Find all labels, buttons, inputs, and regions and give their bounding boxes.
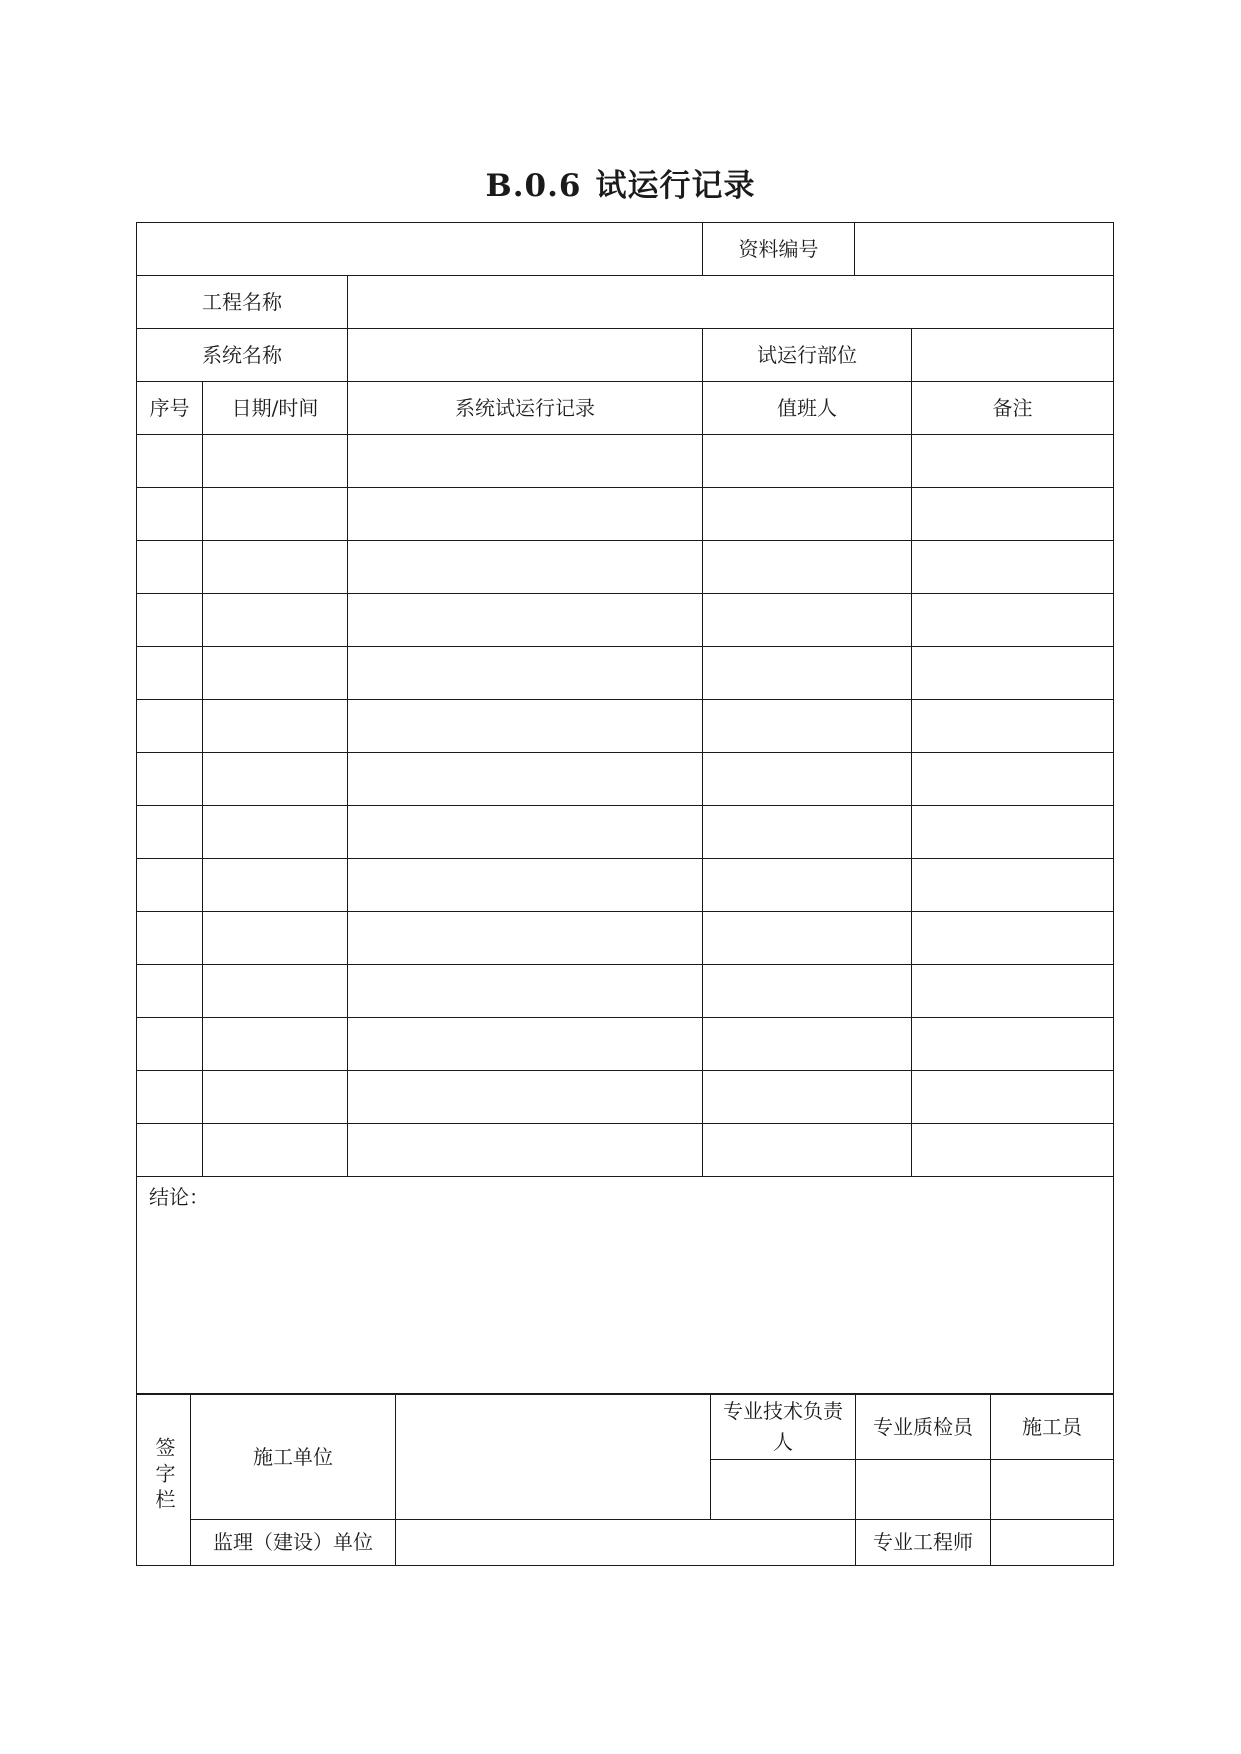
remarks-cell[interactable] <box>912 488 1114 541</box>
table-row <box>137 1124 1114 1177</box>
datetime-cell[interactable] <box>203 806 348 859</box>
duty-cell[interactable] <box>703 1018 912 1071</box>
duty-cell[interactable] <box>703 488 912 541</box>
contractor-label: 施工单位 <box>191 1395 396 1520</box>
record-cell[interactable] <box>348 1071 703 1124</box>
datetime-cell[interactable] <box>203 435 348 488</box>
worker-sign-field[interactable] <box>991 1460 1114 1520</box>
column-header-row <box>137 382 1114 435</box>
col-header-duty: 值班人 <box>703 382 912 435</box>
table-row <box>137 700 1114 753</box>
seq-cell[interactable] <box>137 1071 203 1124</box>
remarks-cell[interactable] <box>912 965 1114 1018</box>
datetime-cell[interactable] <box>203 1071 348 1124</box>
data-no-label: 资料编号 <box>703 223 855 276</box>
trial-part-label: 试运行部位 <box>703 329 912 382</box>
remarks-cell[interactable] <box>912 1124 1114 1177</box>
duty-cell[interactable] <box>703 753 912 806</box>
data-no-field[interactable] <box>855 223 1114 276</box>
table-row <box>137 912 1114 965</box>
table-row <box>137 753 1114 806</box>
table-row <box>137 541 1114 594</box>
record-cell[interactable] <box>348 806 703 859</box>
seq-cell[interactable] <box>137 753 203 806</box>
duty-cell[interactable] <box>703 1124 912 1177</box>
table-row <box>137 488 1114 541</box>
col-header-datetime: 日期/时间 <box>203 382 348 435</box>
system-name-row <box>137 329 1114 382</box>
remarks-cell[interactable] <box>912 912 1114 965</box>
project-name-label: 工程名称 <box>137 276 348 329</box>
col-header-remarks: 备注 <box>912 382 1114 435</box>
seq-cell[interactable] <box>137 965 203 1018</box>
data-no-row <box>137 223 1114 276</box>
seq-cell[interactable] <box>137 594 203 647</box>
trial-run-record-table <box>136 222 1114 1394</box>
table-row <box>137 806 1114 859</box>
record-cell[interactable] <box>348 541 703 594</box>
seq-cell[interactable] <box>137 1124 203 1177</box>
record-cell[interactable] <box>348 1124 703 1177</box>
remarks-cell[interactable] <box>912 1018 1114 1071</box>
remarks-cell[interactable] <box>912 700 1114 753</box>
conclusion-row <box>137 1177 1114 1394</box>
record-cell[interactable] <box>348 700 703 753</box>
seq-cell[interactable] <box>137 488 203 541</box>
datetime-cell[interactable] <box>203 753 348 806</box>
trial-part-field[interactable] <box>912 329 1114 382</box>
datetime-cell[interactable] <box>203 1124 348 1177</box>
seq-cell[interactable] <box>137 647 203 700</box>
duty-cell[interactable] <box>703 594 912 647</box>
record-cell[interactable] <box>348 859 703 912</box>
remarks-cell[interactable] <box>912 1071 1114 1124</box>
system-name-field[interactable] <box>348 329 703 382</box>
worker-label: 施工员 <box>991 1395 1114 1460</box>
supervisor-field[interactable] <box>396 1520 856 1566</box>
duty-cell[interactable] <box>703 700 912 753</box>
record-cell[interactable] <box>348 594 703 647</box>
datetime-cell[interactable] <box>203 541 348 594</box>
record-cell[interactable] <box>348 965 703 1018</box>
duty-cell[interactable] <box>703 806 912 859</box>
col-header-record: 系统试运行记录 <box>348 382 703 435</box>
seq-cell[interactable] <box>137 806 203 859</box>
datetime-cell[interactable] <box>203 859 348 912</box>
remarks-cell[interactable] <box>912 541 1114 594</box>
remarks-cell[interactable] <box>912 647 1114 700</box>
table-row <box>137 435 1114 488</box>
conclusion-label: 结论： <box>149 1185 209 1209</box>
form-name: 试运行记录 <box>595 168 756 204</box>
project-name-row <box>137 276 1114 329</box>
engineer-sign-field[interactable] <box>991 1520 1114 1566</box>
tech-lead-sign-field[interactable] <box>711 1460 856 1520</box>
seq-cell[interactable] <box>137 912 203 965</box>
remarks-cell[interactable] <box>912 806 1114 859</box>
blank-header-cell <box>137 223 703 276</box>
qc-sign-field[interactable] <box>856 1460 991 1520</box>
system-name-label: 系统名称 <box>137 329 348 382</box>
tech-lead-label: 专业技术负责人 <box>711 1395 856 1460</box>
duty-cell[interactable] <box>703 912 912 965</box>
duty-cell[interactable] <box>703 859 912 912</box>
col-header-seq: 序号 <box>137 382 203 435</box>
datetime-cell[interactable] <box>203 1018 348 1071</box>
datetime-cell[interactable] <box>203 700 348 753</box>
record-cell[interactable] <box>348 1018 703 1071</box>
seq-cell[interactable] <box>137 541 203 594</box>
remarks-cell[interactable] <box>912 753 1114 806</box>
duty-cell[interactable] <box>703 1071 912 1124</box>
duty-cell[interactable] <box>703 541 912 594</box>
seq-cell[interactable] <box>137 700 203 753</box>
qc-label: 专业质检员 <box>856 1395 991 1460</box>
datetime-cell[interactable] <box>203 647 348 700</box>
supervisor-label: 监理（建设）单位 <box>191 1520 396 1566</box>
datetime-cell[interactable] <box>203 594 348 647</box>
table-row <box>137 647 1114 700</box>
duty-cell[interactable] <box>703 647 912 700</box>
project-name-field[interactable] <box>348 276 1114 329</box>
form-code: B.0.6 <box>485 168 582 204</box>
record-cell[interactable] <box>348 753 703 806</box>
table-row <box>137 1071 1114 1124</box>
seq-cell[interactable] <box>137 435 203 488</box>
table-row <box>137 1018 1114 1071</box>
contractor-field[interactable] <box>396 1395 711 1520</box>
duty-cell[interactable] <box>703 435 912 488</box>
record-cell[interactable] <box>348 488 703 541</box>
signature-row-1 <box>137 1395 1114 1460</box>
engineer-label: 专业工程师 <box>856 1520 991 1566</box>
datetime-cell[interactable] <box>203 912 348 965</box>
page-title <box>0 160 1241 205</box>
record-cell[interactable] <box>348 912 703 965</box>
remarks-cell[interactable] <box>912 435 1114 488</box>
remarks-cell[interactable] <box>912 859 1114 912</box>
seq-cell[interactable] <box>137 1018 203 1071</box>
signature-row-3 <box>137 1520 1114 1566</box>
datetime-cell[interactable] <box>203 965 348 1018</box>
duty-cell[interactable] <box>703 965 912 1018</box>
table-row <box>137 594 1114 647</box>
signature-section-label: 签字栏 <box>137 1395 191 1566</box>
remarks-cell[interactable] <box>912 594 1114 647</box>
datetime-cell[interactable] <box>203 488 348 541</box>
record-cell[interactable] <box>348 647 703 700</box>
table-row <box>137 859 1114 912</box>
seq-cell[interactable] <box>137 859 203 912</box>
record-cell[interactable] <box>348 435 703 488</box>
conclusion-field[interactable] <box>137 1177 1114 1394</box>
table-row <box>137 965 1114 1018</box>
signature-table <box>136 1394 1114 1566</box>
